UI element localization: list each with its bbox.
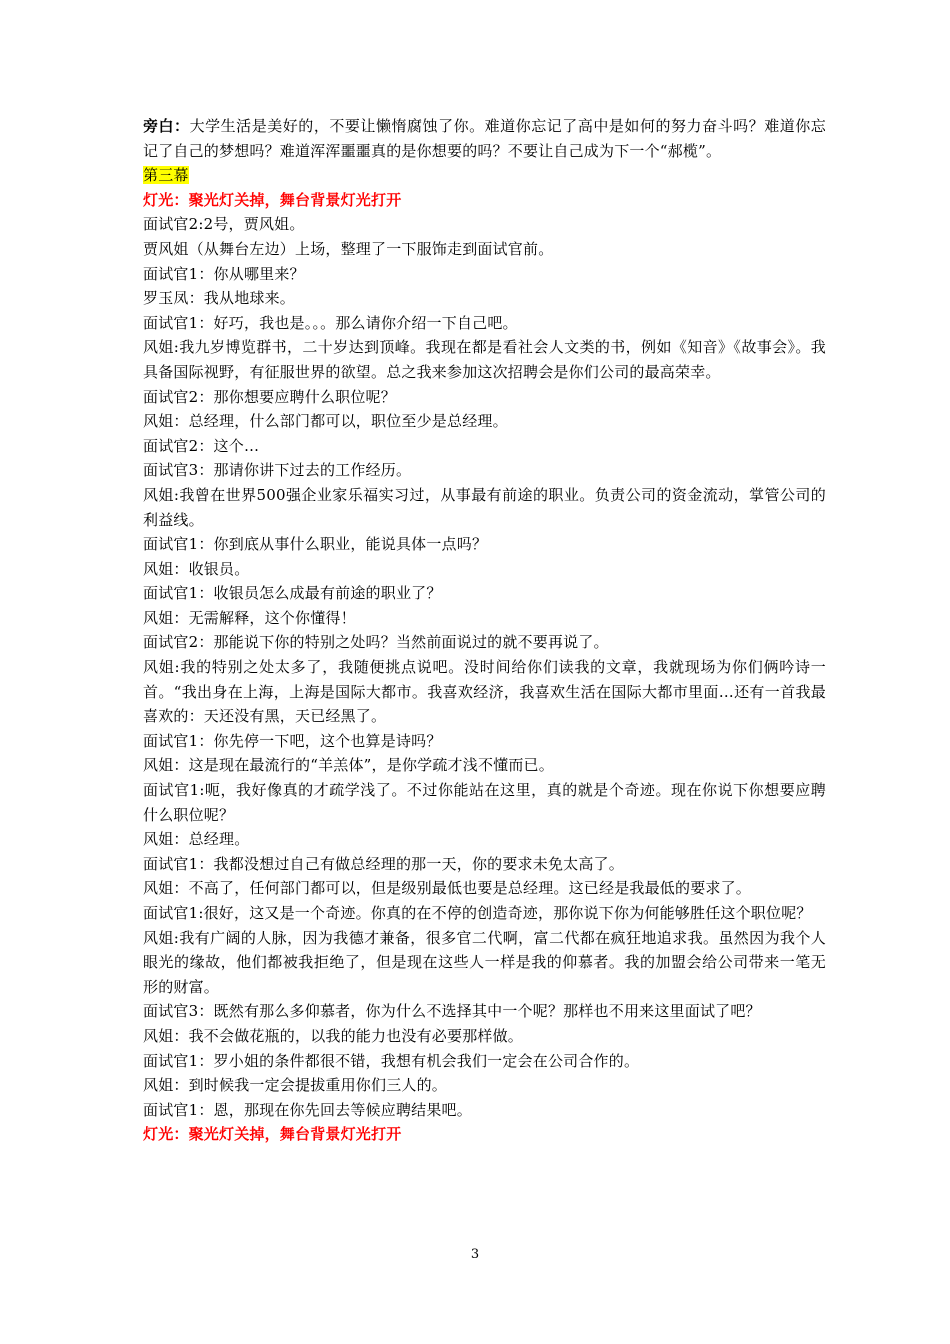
narration-label: 旁白：: [143, 117, 190, 135]
act-title-line: [143, 163, 826, 188]
dialogue-line: 面试官1:很好，这又是一个奇迹。你真的在不停的创造奇迹，那你说下你为何能够胜任这个职位呢？: [143, 904, 812, 922]
lighting-cue-end: 灯光：聚光灯关掉，舞台背景灯光打开: [143, 1125, 402, 1144]
dialogue-line: 风姐:我九岁博览群书，二十岁达到顶峰。我现在都是看社会人文类的书，例如《知音》《故事会》。我具备国际视野，有征服世界的欲望。总之我来参加这次招聘会是你们公司的最高荣幸。: [143, 338, 826, 381]
dialogue-line: 风姐：无需解释，这个你懂得！: [143, 608, 356, 627]
dialogue-line: 风姐：到时候我一定会提拔重用你们三人的。: [143, 1076, 448, 1095]
dialogue-line: 面试官1：收银员怎么成最有前途的职业了？: [143, 584, 442, 603]
dialogue-line: 面试官1：罗小姐的条件都很不错，我想有机会我们一定会在公司合作的。: [143, 1051, 640, 1070]
dialogue-line: 风姐：这是现在最流行的“羊羔体”，是你学疏才浅不懂而已。: [143, 756, 554, 775]
dialogue-line: 罗玉凤：我从地球来。: [143, 289, 296, 308]
script-body: [143, 114, 826, 1147]
dialogue-line: 风姐：总经理。: [143, 830, 250, 849]
dialogue-line: 面试官1：你到底从事什么职业，能说具体一点吗？: [143, 535, 488, 554]
dialogue-line: 风姐：我不会做花瓶的，以我的能力也没有必要那样做。: [143, 1026, 524, 1045]
page-number: 3: [470, 1247, 480, 1262]
dialogue-line: 风姐:我曾在世界500强企业家乐福实习过，从事最有前途的职业。负责公司的资金流动，掌管公司的利益线。: [143, 485, 826, 529]
dialogue-line: 面试官1：好巧，我也是。。。那么请你介绍一下自己吧。: [143, 313, 518, 332]
dialogue-line: 面试官2:2号，贾风姐。: [143, 215, 305, 234]
stage-direction: 贾风姐（从舞台左边）上场，整理了一下服饰走到面试官前。: [143, 239, 554, 258]
dialogue-line: 面试官1:呃，我好像真的才疏学浅了。不过你能站在这里，真的就是个奇迹。现在你说下你想要应聘什么职位呢？: [143, 781, 826, 824]
dialogue-line: 风姐:我有广阔的人脉，因为我德才兼备，很多官二代啊，富二代都在疯狂地追求我。虽然因为我个人眼光的缘故，他们都被我拒绝了，但是现在这些人一样是我的仰慕者。我的加盟会给公司带来一笔无形的财富。: [143, 928, 826, 996]
dialogue-line: 面试官2：这个…: [143, 436, 260, 455]
dialogue-line: 面试官3：那请你讲下过去的工作经历。: [143, 461, 412, 480]
lighting-cue-start: 灯光：聚光灯关掉，舞台背景灯光打开: [143, 190, 402, 209]
dialogue-line: 风姐：不高了，任何部门都可以，但是级别最低也要是总经理。这已经是我最低的要求了。: [143, 879, 752, 898]
dialogue-line: 面试官2：那能说下你的特别之处吗？当然前面说过的就不要再说了。: [143, 633, 609, 652]
narration-paragraph: [143, 114, 826, 163]
dialogue-line: 面试官1：我都没想过自己有做总经理的那一天，你的要求未免太高了。: [143, 854, 624, 873]
dialogue-line: 风姐:我的特别之处太多了，我随便挑点说吧。没时间给你们读我的文章，我就现场为你们俩吟诗一首。“我出身在上海，上海是国际大都市。我喜欢经济，我喜欢生活在国际大都市里面…还有一首我最喜欢的：天还没有黑，天已经黑了。: [143, 658, 826, 726]
dialogue-line: 面试官3：既然有那么多仰慕者，你为什么不选择其中一个呢？那样也不用来这里面试了吧？: [143, 1002, 761, 1021]
dialogue-line: 面试官1：恩，那现在你先回去等候应聘结果吧。: [143, 1100, 472, 1119]
dialogue-line: 面试官1：你先停一下吧，这个也算是诗吗？: [143, 731, 442, 750]
dialogue-line: 风姐：收银员。: [143, 559, 250, 578]
narration-text: 大学生活是美好的，不要让懒惰腐蚀了你。难道你忘记了高中是如何的努力奋斗吗？难道你忘记了自己的梦想吗？难道浑浑噩噩真的是你想要的吗？不要让自己成为下一个“郝榄”。: [143, 117, 826, 160]
dialogue-line: 面试官2：那你想要应聘什么职位呢？: [143, 387, 396, 406]
act-title: 第三幕: [143, 166, 189, 185]
dialogue-line: 面试官1：你从哪里来？: [143, 264, 305, 283]
dialogue-line: 风姐：总经理，什么部门都可以，职位至少是总经理。: [143, 412, 508, 431]
